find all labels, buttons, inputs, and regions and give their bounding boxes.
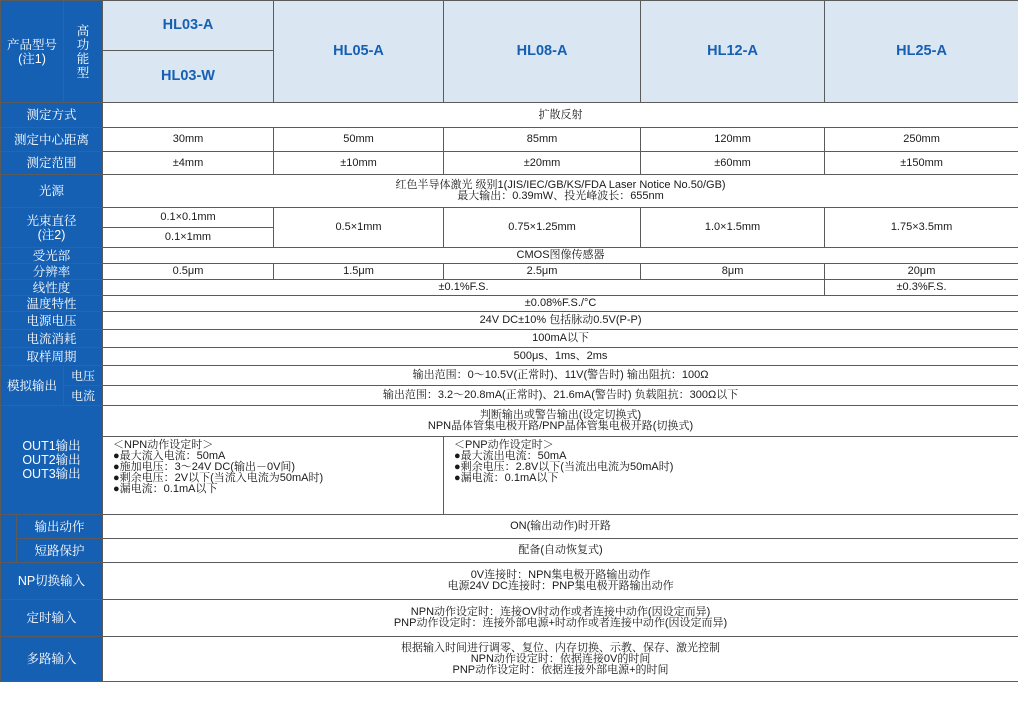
analog-voltage-label: 电压 [64, 366, 103, 386]
row-range [1, 152, 1018, 175]
row-timing [1, 600, 1018, 637]
row-analog-current [1, 386, 1018, 406]
row-current [1, 330, 1018, 348]
value-hl12: 8μm [641, 264, 825, 280]
value-hl12: 120mm [641, 128, 825, 152]
row-short-protect [1, 539, 1018, 563]
out-type-value: 判断输出或警告输出(设定切换式) NPN晶体管集电极开路/PNP晶体管集电极开路(切换式) [103, 406, 1018, 437]
row-value: ON(输出动作)时开路 [103, 515, 1018, 539]
model-hl08-a: HL08-A [444, 1, 641, 103]
value-hl03: ±4mm [103, 152, 274, 175]
row-value: 红色半导体激光 级别1(JIS/IEC/GB/KS/FDA Laser Notice No.50/GB) 最大输出：0.39mW、投光峰波长：655nm [103, 175, 1018, 208]
row-label: 电源电压 [1, 312, 103, 330]
row-value: 0V连接时：NPN集电极开路输出动作 电源24V DC连接时：PNP集电极开路输出动作 [103, 563, 1018, 600]
row-multi [1, 637, 1018, 682]
row-value: 500μs、1ms、2ms [103, 348, 1018, 366]
row-label: 光源 [1, 175, 103, 208]
out-npn-spec: ＜NPN动作设定时＞ ●最大流入电流：50mA ●施加电压：3～24V DC(输出－0V间) ●剩余电压：2V以下(当流入电流为50mA时) ●漏电流：0.1mA以下 [103, 437, 444, 515]
row-method [1, 103, 1018, 128]
out-pnp-spec: ＜PNP动作设定时＞ ●最大流出电流：50mA ●剩余电压：2.8V以下(当流出电流为50mA时) ●漏电流：0.1mA以下 [444, 437, 1018, 515]
row-value: ±0.08%F.S./°C [103, 296, 1018, 312]
analog-output-label: 模拟输出 [1, 366, 64, 406]
analog-current-label: 电流 [64, 386, 103, 406]
row-value: 24V DC±10% 包括脉动0.5V(P-P) [103, 312, 1018, 330]
row-label: 测定范围 [1, 152, 103, 175]
row-label: 输出动作 [17, 515, 103, 539]
row-linearity [1, 280, 1018, 296]
value-hl12: ±60mm [641, 152, 825, 175]
value-hl05: ±10mm [274, 152, 444, 175]
out-label: OUT1输出 OUT2输出 OUT3输出 [1, 406, 103, 515]
row-label: 温度特性 [1, 296, 103, 312]
value-hl05: 1.5μm [274, 264, 444, 280]
model-hl12-a: HL12-A [641, 1, 825, 103]
value-hl08: 0.75×1.25mm [444, 208, 641, 248]
value-main: ±0.1%F.S. [103, 280, 825, 296]
value-hl05: 0.5×1mm [274, 208, 444, 248]
row-label: 光束直径 (注2) [1, 208, 103, 248]
model-hl03-w: HL03-W [103, 51, 274, 103]
out-group-strip [1, 539, 17, 563]
row-voltage [1, 312, 1018, 330]
value-hl08: 2.5μm [444, 264, 641, 280]
value-hl25: ±0.3%F.S. [825, 280, 1018, 296]
row-temperature [1, 296, 1018, 312]
row-receiver [1, 248, 1018, 264]
value-hl25: 20μm [825, 264, 1018, 280]
row-out-detail [1, 437, 1018, 515]
row-beam-diameter [1, 208, 1018, 228]
value-hl12: 1.0×1.5mm [641, 208, 825, 248]
value-hl25: 250mm [825, 128, 1018, 152]
model-hl05-a: HL05-A [274, 1, 444, 103]
row-np-switch [1, 563, 1018, 600]
row-value: 配备(自动恢复式) [103, 539, 1018, 563]
row-analog-voltage [1, 366, 1018, 386]
value-hl25: ±150mm [825, 152, 1018, 175]
row-sampling [1, 348, 1018, 366]
row-resolution [1, 264, 1018, 280]
analog-voltage-value: 输出范围：0～10.5V(正常时)、11V(警告时) 输出阻抗：100Ω [103, 366, 1018, 386]
row-label: 取样周期 [1, 348, 103, 366]
row-value: 根据输入时间进行调零、复位、内存切换、示教、保存、激光控制 NPN动作设定时：依据连接0V的时间 PNP动作设定时：依据连接外部电源+的时间 [103, 637, 1018, 682]
row-value: CMOS图像传感器 [103, 248, 1018, 264]
value-hl03-w: 0.1×1mm [103, 228, 274, 248]
value-hl08: ±20mm [444, 152, 641, 175]
row-label: 分辨率 [1, 264, 103, 280]
row-value: NPN动作设定时：连接OV时动作或者连接中动作(因设定而异) PNP动作设定时：连接外部电源+时动作或者连接中动作(因设定而异) [103, 600, 1018, 637]
row-center-distance [1, 128, 1018, 152]
value-hl08: 85mm [444, 128, 641, 152]
row-value: 扩散反射 [103, 103, 1018, 128]
value-hl03: 0.5μm [103, 264, 274, 280]
row-value: 100mA以下 [103, 330, 1018, 348]
row-label: 多路输入 [1, 637, 103, 682]
row-label: 线性度 [1, 280, 103, 296]
row-label: 短路保护 [17, 539, 103, 563]
value-hl05: 50mm [274, 128, 444, 152]
row-label: 受光部 [1, 248, 103, 264]
row-label: 电流消耗 [1, 330, 103, 348]
row-light-source [1, 175, 1018, 208]
row-output-action [1, 515, 1018, 539]
value-hl03: 30mm [103, 128, 274, 152]
value-hl03-a: 0.1×0.1mm [103, 208, 274, 228]
row-label: 定时输入 [1, 600, 103, 637]
analog-current-value: 输出范围：3.2～20.8mA(正常时)、21.6mA(警告时) 负载阻抗：300Ω以下 [103, 386, 1018, 406]
high-function-header: 高 功 能 型 [64, 1, 103, 103]
product-model-header: 产品型号 (注1) [1, 1, 64, 103]
model-hl03-a: HL03-A [103, 1, 274, 51]
row-label: 测定方式 [1, 103, 103, 128]
row-label: NP切换输入 [1, 563, 103, 600]
row-out-top [1, 406, 1018, 437]
value-hl25: 1.75×3.5mm [825, 208, 1018, 248]
out-group-strip [1, 515, 17, 539]
row-label: 测定中心距离 [1, 128, 103, 152]
model-hl25-a: HL25-A [825, 1, 1018, 103]
